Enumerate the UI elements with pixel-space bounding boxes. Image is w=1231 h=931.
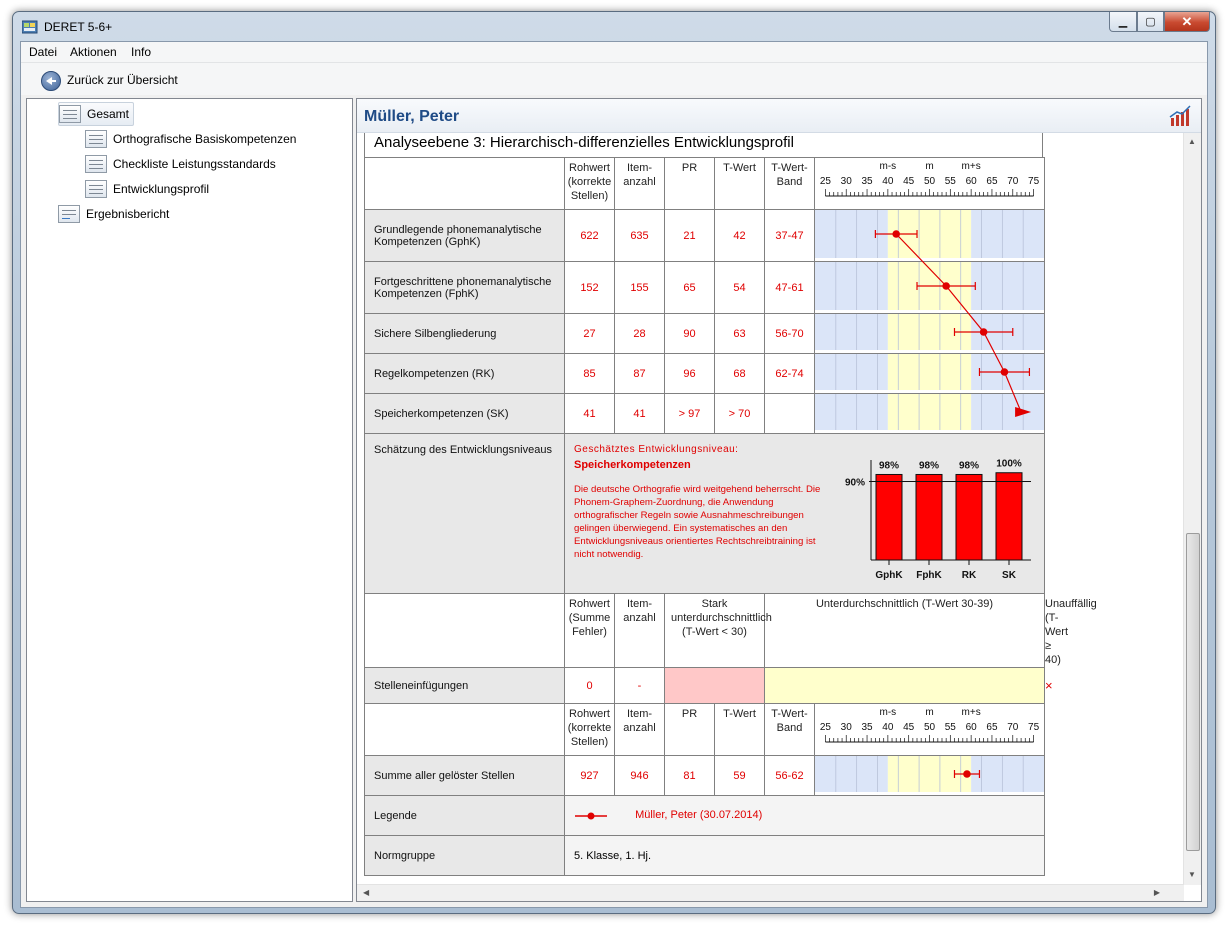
t-scale-axis (815, 158, 1044, 206)
menu-aktionen[interactable]: Aktionen (70, 45, 117, 59)
col-band: T-Wert-Band (765, 704, 815, 756)
band-value: 37-47 (765, 210, 815, 262)
rohwert-value: 622 (565, 210, 615, 262)
menu-datei[interactable]: Datei (29, 45, 58, 59)
pr-value: 81 (665, 756, 715, 796)
table-row (365, 394, 1045, 434)
bar-category-label: RK (961, 570, 977, 581)
tree-item-ergebnisbericht[interactable] (58, 203, 169, 225)
t-scale-axis (815, 704, 1044, 752)
scale-tick-label: 65 (986, 176, 998, 187)
legend-label: Legende (365, 796, 565, 836)
scale-tick-label: 50 (923, 176, 936, 187)
person-name: Müller, Peter (364, 108, 460, 125)
profile-point (942, 282, 950, 290)
list-icon (85, 130, 107, 148)
bar-value-label: 98% (878, 460, 900, 472)
zone-unter (765, 668, 1045, 704)
close-button[interactable] (1164, 12, 1210, 32)
header-empty (365, 594, 565, 668)
scale-tick-label: 55 (944, 176, 956, 187)
tree-item-label: Checkliste Leistungsstandards (113, 157, 276, 171)
profile-point (892, 230, 900, 238)
profile-band-cell (815, 394, 1045, 434)
band-value: 62-74 (765, 354, 815, 394)
bar-category-label: GphK (875, 570, 903, 581)
estimation-text: Die deutsche Orthografie wird weitgehend beherrscht. Die Phonem-Graphem-Zuordnung, die Anwendung orthografischer Regeln sowie Ausnahmeschreibungen gelingen überwiegend. Ein systematisches an den Entwicklungsniveaus orientiertes Rechtschreibtraining ist nicht notwendig. (574, 484, 821, 560)
profile-point (1001, 368, 1009, 376)
error-header-row: Rohwert (Summe Fehler) Item-anzahl Stark unterdurchschnittlich (T-Wert < 30) Unterdurchschnittlich (T-Wert 30-39) Unauffällig (T-Wert ≥ 40) (365, 594, 1045, 668)
scale-mark-label: m (925, 161, 934, 172)
profile-band (815, 262, 1044, 310)
list-icon (85, 180, 107, 198)
menu-info[interactable]: Info (131, 45, 152, 59)
sum-header-row (365, 704, 1045, 756)
profile-band-cell (815, 354, 1045, 394)
bar-value-label: 100% (996, 458, 1022, 470)
t-value: 54 (715, 262, 765, 314)
scale-mark-label: m-s (879, 707, 897, 718)
bar (996, 473, 1022, 560)
profile-table (364, 157, 1097, 876)
estimation-cell (565, 434, 1045, 594)
header-empty (365, 158, 565, 210)
band-zone (971, 756, 1044, 792)
band-zone (815, 262, 888, 310)
profile-band-cell (815, 756, 1045, 796)
sum-row (365, 756, 1045, 796)
row-label: Stelleneinfügungen (365, 668, 565, 704)
col-pr: PR (665, 158, 715, 210)
application-window (12, 11, 1216, 914)
col-rohwert: Rohwert (korrekte Stellen) (565, 704, 615, 756)
table-header-row (365, 158, 1045, 210)
rohwert-value: 927 (565, 756, 615, 796)
band-value: 56-62 (765, 756, 815, 796)
table-row (365, 262, 1045, 314)
col-stark-unterdurchschnittlich: Stark unterdurchschnittlich (T-Wert < 30) (665, 594, 765, 668)
rohwert-value: 27 (565, 314, 615, 354)
legend-row (365, 796, 1045, 836)
band-value: 56-70 (765, 314, 815, 354)
scale-tick-label: 45 (903, 176, 915, 187)
items-value: - (615, 668, 665, 704)
band-value: 47-61 (765, 262, 815, 314)
scale-tick-label: 65 (986, 722, 998, 733)
scale-tick-label: 40 (882, 722, 894, 733)
estimation-label: Schätzung des Entwicklungsniveaus (365, 434, 565, 594)
report-header (357, 99, 1201, 133)
scale-tick-label: 50 (923, 722, 936, 733)
band-zone (815, 756, 888, 792)
items-value: 635 (615, 210, 665, 262)
bar-category-label: SK (1002, 570, 1016, 581)
row-label: Grundlegende phonemanalytische Kompetenzen (GphK) (365, 210, 565, 262)
profile-band (815, 354, 1044, 390)
minimize-button[interactable] (1109, 12, 1137, 32)
bar (876, 474, 902, 560)
tree-item-label: Entwicklungsprofil (113, 182, 210, 196)
bar (916, 474, 942, 560)
row-label: Fortgeschrittene phonemanalytische Kompetenzen (FphK) (365, 262, 565, 314)
profile-band-cell (815, 262, 1045, 314)
minimize-icon: ▁ (1118, 16, 1128, 28)
t-scale (815, 704, 1045, 756)
col-unterdurchschnittlich: Unterdurchschnittlich (T-Wert 30-39) (765, 594, 1045, 668)
estimation-row (365, 434, 1045, 594)
row-label: Regelkompetenzen (RK) (365, 354, 565, 394)
title-bar[interactable] (13, 12, 1215, 40)
pr-value: 90 (665, 314, 715, 354)
t-value: 59 (715, 756, 765, 796)
scale-tick-label: 70 (1007, 176, 1019, 187)
profile-band (815, 210, 1044, 258)
pr-value: 65 (665, 262, 715, 314)
scroll-thumb[interactable] (1186, 533, 1200, 851)
profile-band-cell (815, 210, 1045, 262)
rohwert-value: 0 (565, 668, 615, 704)
menu-bar (21, 42, 1207, 63)
band-zone (971, 262, 1044, 310)
band-zone (888, 394, 971, 430)
profile-band (815, 314, 1044, 350)
scroll-right-icon[interactable]: ▶ (1153, 888, 1160, 897)
row-label: Summe aller gelöster Stellen (365, 756, 565, 796)
table-row (365, 210, 1045, 262)
rohwert-value: 85 (565, 354, 615, 394)
col-twert: T-Wert (715, 704, 765, 756)
pr-value: > 97 (665, 394, 715, 434)
client-area (20, 41, 1208, 908)
list-icon (85, 155, 107, 173)
window-title: DERET 5-6+ (44, 20, 113, 34)
scale-mark-label: m (925, 707, 934, 718)
horizontal-scrollbar[interactable] (357, 884, 1184, 901)
items-value: 87 (615, 354, 665, 394)
tree-item-label: Orthografische Basiskompetenzen (113, 132, 297, 146)
scale-tick-label: 70 (1007, 722, 1019, 733)
pr-value: 96 (665, 354, 715, 394)
col-pr: PR (665, 704, 715, 756)
bar-chart-icon[interactable] (1169, 105, 1191, 127)
rohwert-value: 41 (565, 394, 615, 434)
profile-point (980, 328, 988, 336)
scroll-down-icon[interactable]: ▼ (1188, 870, 1196, 879)
items-value: 946 (615, 756, 665, 796)
tree-item-label: Gesamt (87, 107, 130, 121)
profile-band (815, 756, 1044, 792)
list-icon (59, 105, 81, 123)
scroll-up-icon[interactable]: ▲ (1188, 137, 1196, 146)
maximize-button[interactable] (1137, 12, 1164, 32)
band-zone (815, 394, 888, 430)
scale-tick-label: 40 (882, 176, 894, 187)
col-itemanzahl: Item-anzahl (615, 594, 665, 668)
estimation-level: Speicherkompetenzen (574, 459, 691, 471)
scale-tick-label: 60 (965, 722, 977, 733)
tree-item-gesamt[interactable] (58, 102, 134, 126)
scale-tick-label: 75 (1028, 176, 1040, 187)
error-row: Stelleneinfügungen 0 - × (365, 668, 1045, 704)
scale-tick-label: 55 (944, 722, 956, 733)
pr-value: 21 (665, 210, 715, 262)
col-itemanzahl: Item-anzahl (615, 158, 665, 210)
tree-item-checkliste-leistungsstandards[interactable] (85, 153, 276, 175)
band-zone (815, 354, 888, 390)
t-scale (815, 158, 1045, 210)
bar-category-label: FphK (916, 570, 942, 581)
band-zone (971, 394, 1044, 430)
t-value: 42 (715, 210, 765, 262)
window-controls (1109, 12, 1210, 32)
scale-mark-label: m+s (961, 161, 981, 172)
estimation-title: Geschätztes Entwicklungsniveau: (574, 444, 739, 455)
close-icon: ✕ (1181, 13, 1193, 29)
col-rohwert: Rohwert (korrekte Stellen) (565, 158, 615, 210)
scale-tick-label: 60 (965, 176, 977, 187)
band-value (765, 394, 815, 434)
scale-mark-label: m+s (961, 707, 981, 718)
row-label: Sichere Silbengliederung (365, 314, 565, 354)
scale-tick-label: 75 (1028, 722, 1040, 733)
scale-tick-label: 25 (819, 722, 831, 733)
zone-stark (665, 668, 765, 704)
rohwert-value: 152 (565, 262, 615, 314)
legend-marker-icon (574, 810, 608, 822)
norm-row (365, 836, 1045, 876)
legend-text: Müller, Peter (30.07.2014) (635, 809, 763, 822)
profile-band (815, 394, 1044, 430)
col-twert: T-Wert (715, 158, 765, 210)
competence-bar-chart (835, 442, 1045, 582)
band-zone (971, 210, 1044, 258)
table-row (365, 354, 1045, 394)
items-value: 155 (615, 262, 665, 314)
t-value: > 70 (715, 394, 765, 434)
t-value: 68 (715, 354, 765, 394)
report-icon (58, 205, 80, 223)
scale-tick-label: 25 (819, 176, 831, 187)
band-zone (815, 314, 888, 350)
bar-value-label: 98% (958, 460, 980, 472)
col-rohwert-fehler: Rohwert (Summe Fehler) (565, 594, 615, 668)
scroll-left-icon[interactable]: ◀ (363, 888, 370, 897)
norm-value: 5. Klasse, 1. Hj. (565, 836, 1045, 876)
header-empty (365, 704, 565, 756)
scale-tick-label: 30 (840, 176, 852, 187)
scale-mark-label: m-s (879, 161, 897, 172)
back-arrow-icon[interactable] (41, 71, 61, 91)
norm-label: Normgruppe (365, 836, 565, 876)
tree-item-entwicklungsprofil[interactable] (85, 178, 209, 200)
report-pane (356, 98, 1202, 902)
table-row (365, 314, 1045, 354)
row-label: Speicherkompetenzen (SK) (365, 394, 565, 434)
maximize-icon: ▢ (1145, 16, 1156, 28)
scale-tick-label: 45 (903, 722, 915, 733)
items-value: 41 (615, 394, 665, 434)
scale-tick-label: 35 (861, 176, 873, 187)
col-band: T-Wert-Band (765, 158, 815, 210)
t-value: 63 (715, 314, 765, 354)
back-button-label[interactable]: Zurück zur Übersicht (67, 73, 178, 87)
section-title: Analyseebene 3: Hierarchisch-differenzielles Entwicklungsprofil (364, 133, 1043, 157)
app-icon (22, 20, 38, 34)
profile-band-cell (815, 314, 1045, 354)
tree-item-label: Ergebnisbericht (86, 207, 170, 221)
profile-report (364, 133, 1097, 876)
scale-tick-label: 30 (840, 722, 852, 733)
vertical-scrollbar[interactable] (1183, 133, 1201, 885)
bar-value-label: 98% (918, 460, 940, 472)
toolbar (21, 63, 1207, 95)
reference-line-label: 90% (844, 477, 865, 489)
legend-cell (565, 796, 1045, 836)
items-value: 28 (615, 314, 665, 354)
profile-point (963, 770, 971, 778)
col-itemanzahl: Item-anzahl (615, 704, 665, 756)
tree-item-orthografische-basiskompetenzen[interactable] (85, 128, 296, 150)
band-zone (888, 354, 971, 390)
navigation-tree (26, 98, 353, 902)
scale-tick-label: 35 (861, 722, 873, 733)
report-content (357, 133, 1181, 885)
bar (956, 474, 982, 560)
